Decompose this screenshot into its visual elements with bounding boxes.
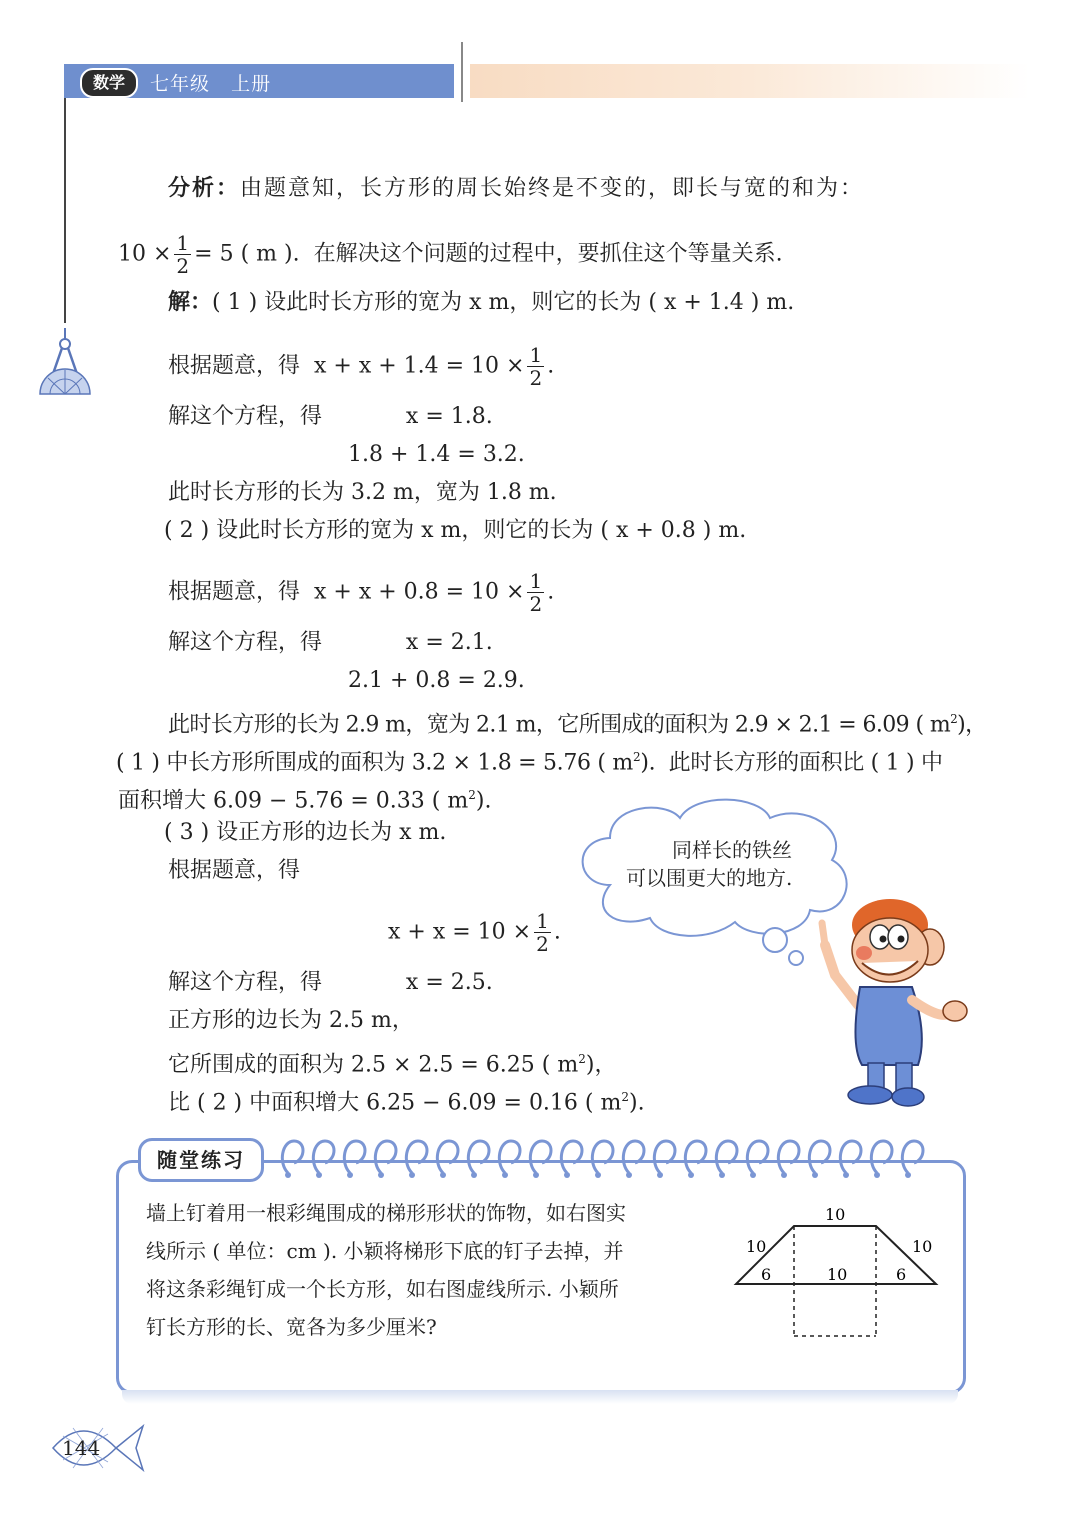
solution-p3-compare	[168, 1082, 645, 1118]
solution-p1-line1: ( 1 ) 设此时长方形的宽为 x m，则它的长为 ( x + 1.4 ) m.	[212, 290, 795, 315]
p2-result-a-text: 此时长方形的长为 2.9 m，宽为 2.1 m，它所围成的面积为 2.9 × 2.1 = 6.09 ( m	[168, 712, 951, 738]
analysis-text-1: 由题意知，长方形的周长始终是不变的，即长与宽的和为：	[240, 176, 865, 201]
period: .	[553, 919, 561, 945]
practice-box-shadow	[122, 1390, 958, 1404]
period: .	[547, 353, 555, 379]
solution-p3-equation	[388, 910, 561, 955]
header-decoration	[470, 64, 1030, 98]
solution-p1-result: 此时长方形的长为 3.2 m，宽为 1.8 m.	[168, 480, 557, 505]
fig-label-left-base: 6	[761, 1265, 772, 1284]
p2-result-c-text: 面积增大 6.09 − 5.76 = 0.33 ( m	[118, 788, 469, 814]
solution-p1-equation	[168, 344, 554, 389]
fraction-denominator: 2	[529, 592, 543, 616]
monkey-character	[800, 895, 970, 1110]
p2-result-b-text: ( 1 ) 中长方形所围成的面积为 3.2 × 1.8 = 5.76 ( m	[116, 750, 633, 776]
p3-eq-text: x + x = 10 ×	[388, 919, 532, 945]
solution-p2-result-b	[116, 742, 943, 778]
p2-eq-text: 根据题意，得 x + x + 0.8 = 10 ×	[168, 579, 525, 605]
fig-label-mid-base: 10	[827, 1265, 848, 1284]
analysis-line-2	[118, 232, 783, 277]
solution-p1-solve: 解这个方程，得 x = 1.8.	[168, 404, 493, 429]
fraction-one-half	[527, 344, 544, 389]
fraction-denominator: 2	[176, 254, 190, 278]
practice-title: 随堂练习	[138, 1138, 264, 1182]
subject-logo: 数学	[80, 68, 138, 98]
period: .	[547, 579, 555, 605]
grade-label: 七年级	[150, 73, 211, 95]
fraction-denominator: 2	[529, 366, 543, 390]
p1-eq-text: 根据题意，得 x + x + 1.4 = 10 ×	[168, 353, 525, 379]
header-divider	[461, 42, 463, 102]
trapezoid-figure	[730, 1200, 950, 1345]
p2-result-b-end: ). 此时长方形的面积比 ( 1 ) 中	[640, 750, 943, 776]
bubble-line-2: 可以围更大的地方.	[626, 866, 793, 890]
p2-result-c-end: ).	[475, 788, 492, 814]
superscript-2: 2	[578, 1052, 586, 1066]
solution-p2-equation	[168, 570, 554, 615]
fraction-one-half	[174, 232, 191, 277]
analysis-line-1	[168, 174, 864, 204]
solution-p3-solve: 解这个方程，得 x = 2.5.	[168, 970, 493, 995]
page-number: 144	[62, 1436, 101, 1460]
solution-part1-intro	[168, 288, 794, 318]
notebook-spiral-decoration	[276, 1133, 946, 1183]
p3-area-end: )，	[585, 1052, 617, 1078]
header-grade-volume	[150, 69, 271, 96]
solution-p3-according: 根据题意，得	[168, 858, 301, 883]
solution-p2-result-a	[168, 704, 987, 740]
practice-line-3: 将这条彩绳钉成一个长方形，如右图虚线所示. 小颖所	[146, 1277, 619, 1301]
margin-rule	[64, 98, 66, 323]
solution-label: 解：	[168, 290, 213, 315]
practice-line-1: 墙上钉着用一根彩绳围成的梯形形状的饰物，如右图实	[146, 1201, 626, 1225]
fraction-one-half	[534, 910, 551, 955]
fig-label-top: 10	[825, 1205, 846, 1224]
solution-p3-area	[168, 1044, 616, 1080]
solution-p2-intro: ( 2 ) 设此时长方形的宽为 x m，则它的长为 ( x + 0.8 ) m.	[164, 518, 747, 543]
superscript-2: 2	[632, 750, 641, 764]
superscript-2: 2	[950, 712, 958, 726]
fraction-one-half	[527, 570, 544, 615]
fraction-numerator: 1	[536, 909, 549, 933]
p3-compare-text: 比 ( 2 ) 中面积增大 6.25 − 6.09 = 0.16 ( m	[168, 1090, 622, 1116]
p3-compare-end: ).	[629, 1090, 645, 1116]
fraction-numerator: 1	[529, 343, 543, 367]
solution-p3-side: 正方形的边长为 2.5 m，	[168, 1008, 414, 1033]
fraction-numerator: 1	[529, 569, 543, 593]
solution-p2-result-c	[118, 780, 491, 816]
superscript-2: 2	[621, 1090, 629, 1104]
practice-line-4: 钉长方形的长、宽各为多少厘米?	[146, 1315, 437, 1339]
fraction-denominator: 2	[536, 932, 549, 956]
fig-label-right-base: 6	[896, 1265, 907, 1284]
analysis-label: 分析：	[168, 176, 241, 201]
analysis-text-2b: = 5 ( m ). 在解决这个问题的过程中，要抓住这个等量关系.	[194, 241, 783, 267]
fig-label-left: 10	[746, 1237, 767, 1256]
superscript-2: 2	[468, 788, 476, 802]
fig-label-right: 10	[912, 1237, 933, 1256]
bubble-line-1: 同样长的铁丝	[672, 838, 792, 862]
volume-label: 上册	[231, 73, 272, 95]
solution-p2-calc: 2.1 + 0.8 = 2.9.	[348, 668, 525, 693]
analysis-text-2a: 10 ×	[118, 241, 172, 267]
solution-p2-solve: 解这个方程，得 x = 2.1.	[168, 630, 493, 655]
solution-p3-intro: ( 3 ) 设正方形的边长为 x m.	[164, 820, 447, 845]
p2-result-a-end: )，	[957, 712, 987, 738]
compass-protractor-icon	[36, 326, 94, 398]
solution-p1-calc: 1.8 + 1.4 = 3.2.	[348, 442, 525, 467]
practice-line-2: 线所示 ( 单位：cm ). 小颖将梯形下底的钉子去掉，并	[146, 1239, 624, 1263]
p3-area-text: 它所围成的面积为 2.5 × 2.5 = 6.25 ( m	[168, 1052, 579, 1078]
fraction-numerator: 1	[176, 231, 190, 255]
